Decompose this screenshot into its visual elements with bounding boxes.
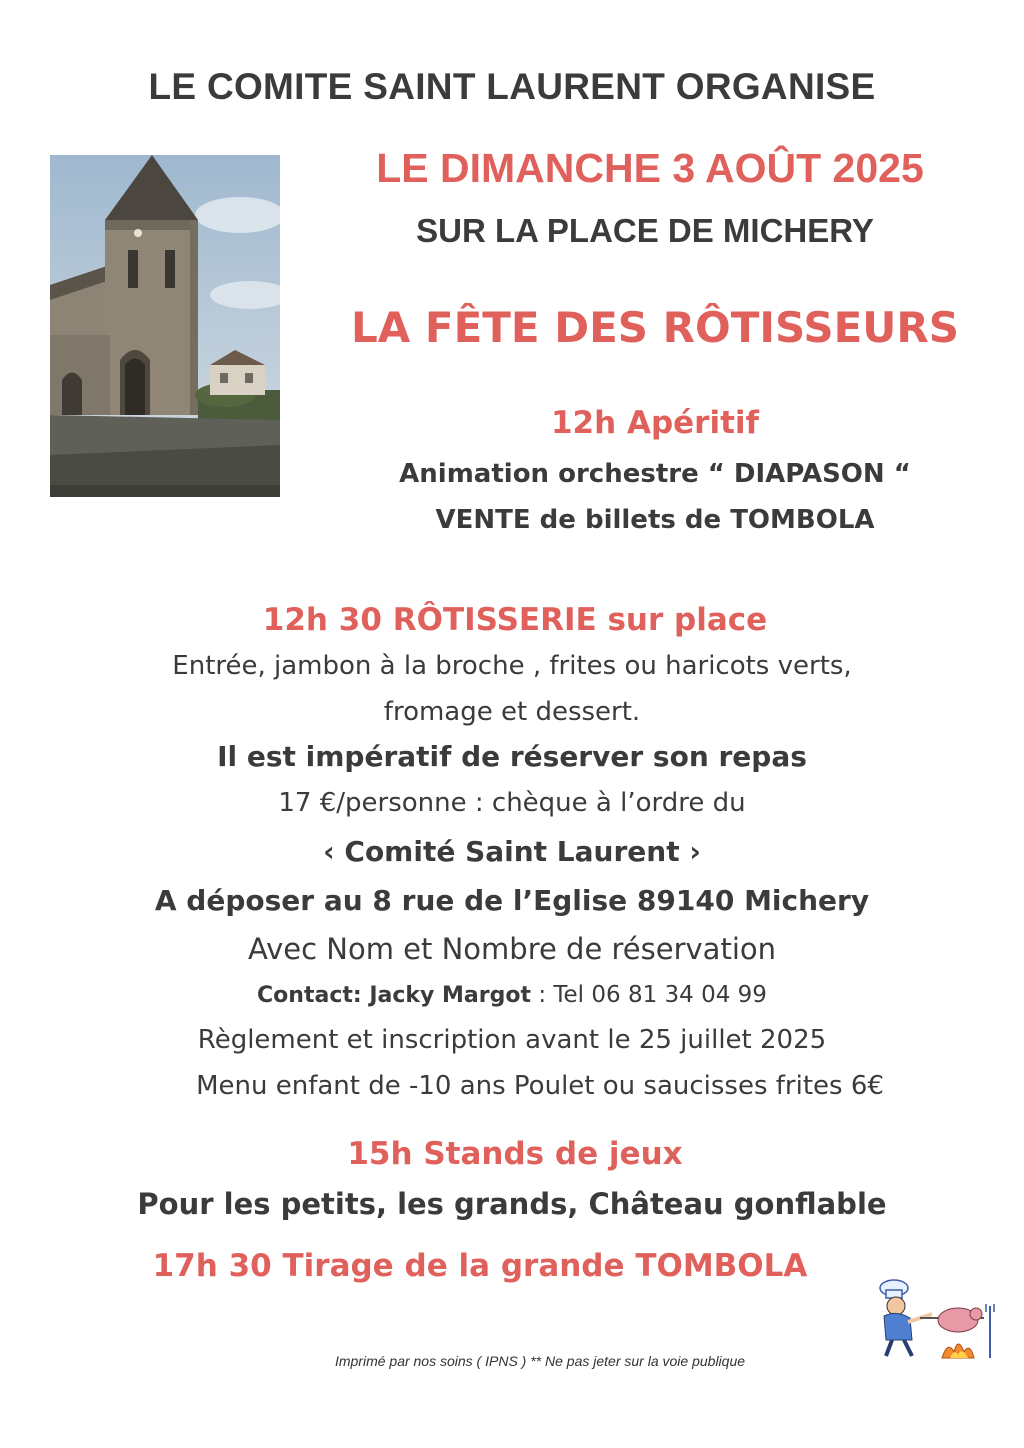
event-date: LE DIMANCHE 3 AOÛT 2025 (376, 145, 924, 191)
rotisserie-heading: 12h 30 RÔTISSERIE sur place (262, 602, 768, 638)
games-heading: 15h Stands de jeux (347, 1136, 683, 1172)
price-per-person: 17 €/personne : chèque à l’ordre du (278, 788, 746, 818)
aperitif-heading: 12h Apéritif (550, 405, 760, 441)
menu-line-1: Entrée, jambon à la broche , frites ou haricots verts, (172, 651, 852, 681)
contact-line (0, 982, 1024, 1008)
payment-deadline: Règlement et inscription avant le 25 juillet 2025 (197, 1025, 827, 1055)
reservation-details: Avec Nom et Nombre de réservation (247, 932, 777, 966)
aperitif-tombola-sale: VENTE de billets de TOMBOLA (435, 505, 875, 535)
church-photo (50, 155, 280, 497)
menu-line-2: fromage et dessert. (383, 697, 641, 727)
organiser-title: LE COMITE SAINT LAURENT ORGANISE (148, 66, 876, 107)
footer-note: Imprimé par nos soins ( IPNS ) ** Ne pas jeter sur la voie publique (334, 1353, 746, 1369)
tombola-heading: 17h 30 Tirage de la grande TOMBOLA (152, 1248, 808, 1284)
event-title: LA FÊTE DES RÔTISSEURS (351, 303, 959, 352)
rotisseur-cook-illustration (872, 1278, 1000, 1360)
contact-phone: : Tel 06 81 34 04 99 (538, 982, 767, 1008)
contact-name: Contact: Jacky Margot (257, 983, 531, 1008)
event-place: SUR LA PLACE DE MICHERY (416, 212, 874, 249)
reservation-required: Il est impératif de réserver son repas (217, 740, 807, 773)
aperitif-animation: Animation orchestre “ DIAPASON “ (399, 459, 911, 489)
games-description: Pour les petits, les grands, Château gonflable (137, 1187, 887, 1221)
cheque-payee: ‹ Comité Saint Laurent › (323, 835, 701, 868)
drop-off-address: A déposer au 8 rue de l’Eglise 89140 Michery (154, 884, 870, 917)
kids-menu: Menu enfant de -10 ans Poulet ou saucisses frites 6€ (196, 1071, 884, 1101)
